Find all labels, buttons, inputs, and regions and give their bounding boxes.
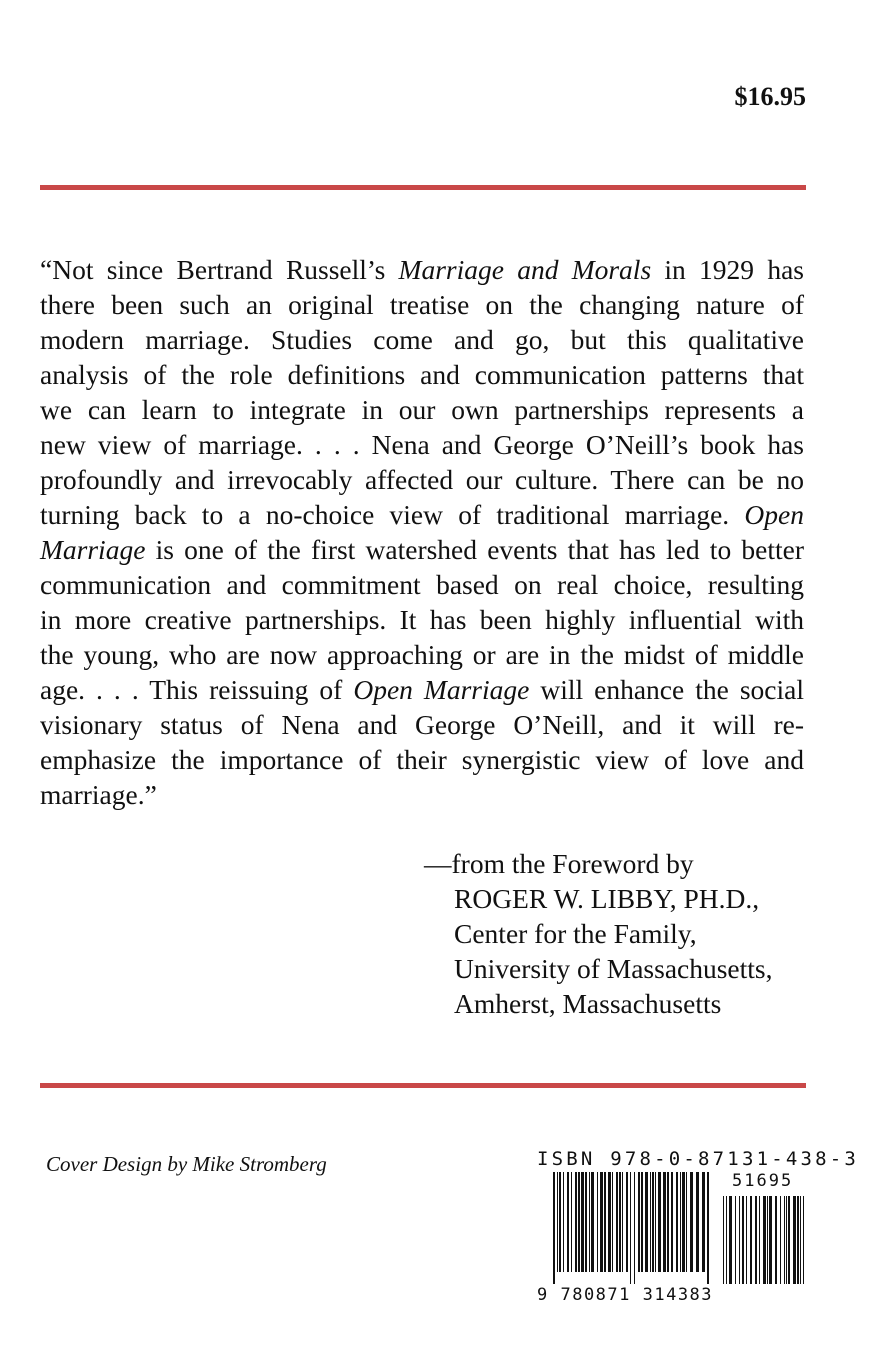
- barcode-bar: [634, 1172, 635, 1284]
- quote-line: age. . . . This reissuing of Open Marriage will enhance the social: [40, 674, 804, 705]
- barcode-bar: [591, 1172, 594, 1272]
- barcode-bar: [604, 1172, 606, 1272]
- barcode-bar: [655, 1172, 656, 1272]
- top-divider: [40, 185, 806, 190]
- barcode-bar: [680, 1172, 681, 1272]
- barcode-addon-bar: [723, 1196, 724, 1284]
- quote-line: there been such an original treatise on the changing nature of: [40, 289, 804, 320]
- barcode-bar: [563, 1172, 564, 1272]
- barcode-addon-bar: [803, 1196, 804, 1284]
- barcode-addon-bar: [767, 1196, 768, 1284]
- cover-design-credit: Cover Design by Mike Stromberg: [46, 1152, 327, 1176]
- quote-line: the young, who are now approaching or are in the midst of middle: [40, 639, 804, 670]
- barcode-bar: [641, 1172, 643, 1272]
- barcode-bar: [557, 1172, 558, 1272]
- barcode-addon-bar: [786, 1196, 787, 1284]
- quote-line: marriage.”: [40, 779, 157, 810]
- barcode-bar: [652, 1172, 654, 1272]
- barcode-bar: [553, 1172, 555, 1284]
- barcode-bar: [696, 1172, 699, 1272]
- quote-line: turning back to a no-choice view of traditional marriage. Open: [40, 499, 804, 530]
- barcode-bar: [597, 1172, 598, 1272]
- barcode-bar: [667, 1172, 669, 1272]
- barcode-bar: [567, 1172, 569, 1272]
- barcode-addon-bar: [735, 1196, 736, 1284]
- barcode-addon-bar: [729, 1196, 732, 1284]
- barcode-addon-bar: [769, 1196, 772, 1284]
- barcode-addon-bar: [763, 1196, 766, 1284]
- attribution-affiliation-1: Center for the Family,: [454, 918, 697, 949]
- attribution-name: ROGER W. LIBBY, PH.D.,: [454, 883, 760, 914]
- barcode-bar: [645, 1172, 648, 1272]
- barcode-bar: [650, 1172, 651, 1272]
- quote-line: communication and commitment based on real choice, resulting: [40, 569, 804, 600]
- barcode-bar: [682, 1172, 685, 1272]
- barcode-bar: [707, 1172, 709, 1284]
- barcode-bar: [559, 1172, 561, 1272]
- quote-line: profoundly and irrevocably affected our culture. There can be no: [40, 464, 804, 495]
- ean-number: 9 780871 314383: [537, 1285, 714, 1305]
- barcode-addon-bar: [800, 1196, 801, 1284]
- barcode-bar: [638, 1172, 640, 1272]
- barcode-bar: [578, 1172, 580, 1272]
- barcode-bar: [581, 1172, 584, 1272]
- quote-title: Open Marriage: [353, 674, 530, 705]
- barcode-addon-bar: [739, 1196, 740, 1284]
- quote-line: we can learn to integrate in our own partnerships represents a: [40, 394, 804, 425]
- quote-line: emphasize the importance of their synergistic view of love and: [40, 744, 804, 775]
- barcode-bar: [690, 1172, 693, 1272]
- quote-line: new view of marriage. . . . Nena and George O’Neill’s book has: [40, 429, 804, 460]
- quote-line: Marriage is one of the first watershed events that has led to better: [40, 534, 804, 565]
- barcode-addon-bar: [775, 1196, 777, 1284]
- barcode-addon-bar: [759, 1196, 760, 1284]
- barcode-bar: [663, 1172, 666, 1272]
- barcode-addon-bar: [793, 1196, 796, 1284]
- quote-line: modern marriage. Studies come and go, but this qualitative: [40, 324, 804, 355]
- barcode-addon-bar: [784, 1196, 785, 1284]
- quote-line: analysis of the role definitions and communication patterns that: [40, 359, 804, 390]
- bottom-divider: [40, 1083, 806, 1088]
- barcode-addon-bar: [755, 1196, 757, 1284]
- barcode-addon-bar: [797, 1196, 799, 1284]
- barcode-addon-bar: [780, 1196, 781, 1284]
- quote-line: visionary status of Nena and George O’Neill, and it will re-: [40, 709, 804, 740]
- attribution-affiliation-3: Amherst, Massachusetts: [454, 988, 722, 1019]
- barcode-bar: [686, 1172, 687, 1272]
- attribution: [424, 846, 773, 1021]
- quote-line: “Not since Bertrand Russell’s Marriage and Morals in 1929 has: [40, 254, 804, 285]
- barcode-bar: [571, 1172, 572, 1272]
- barcode-bar: [600, 1172, 603, 1272]
- barcode-addon-bar: [746, 1196, 747, 1284]
- barcode-bar: [608, 1172, 611, 1272]
- isbn-text: ISBN 978-0-87131-438-3: [537, 1148, 860, 1170]
- barcode-addon-bar: [726, 1196, 727, 1284]
- quote-title: Marriage: [40, 534, 146, 565]
- barcode-addon-bar: [742, 1196, 744, 1284]
- barcode-bar: [658, 1172, 661, 1272]
- barcode-bar: [619, 1172, 621, 1272]
- barcode-bar: [671, 1172, 673, 1272]
- attribution-affiliation-2: University of Massachusetts,: [454, 953, 773, 984]
- price: $16.95: [734, 82, 806, 111]
- barcode-bar: [630, 1172, 631, 1284]
- barcode-bar: [622, 1172, 623, 1272]
- quote-line: in more creative partnerships. It has been highly influential with: [40, 604, 804, 635]
- price-code: 51695: [732, 1171, 794, 1191]
- barcode: [537, 1172, 807, 1300]
- barcode-bar: [575, 1172, 577, 1272]
- foreword-quote: [40, 252, 804, 812]
- barcode-bar: [676, 1172, 678, 1272]
- attribution-source: —from the Foreword by: [424, 848, 694, 879]
- barcode-bar: [612, 1172, 613, 1272]
- barcode-bar: [616, 1172, 618, 1272]
- barcode-bar: [702, 1172, 705, 1272]
- barcode-bar: [589, 1172, 590, 1272]
- barcode-bar: [626, 1172, 628, 1272]
- barcode-addon-bar: [750, 1196, 752, 1284]
- quote-title: Open: [744, 499, 804, 530]
- barcode-addon-bar: [788, 1196, 790, 1284]
- quote-title: Marriage and Morals: [398, 254, 652, 285]
- barcode-bar: [585, 1172, 587, 1272]
